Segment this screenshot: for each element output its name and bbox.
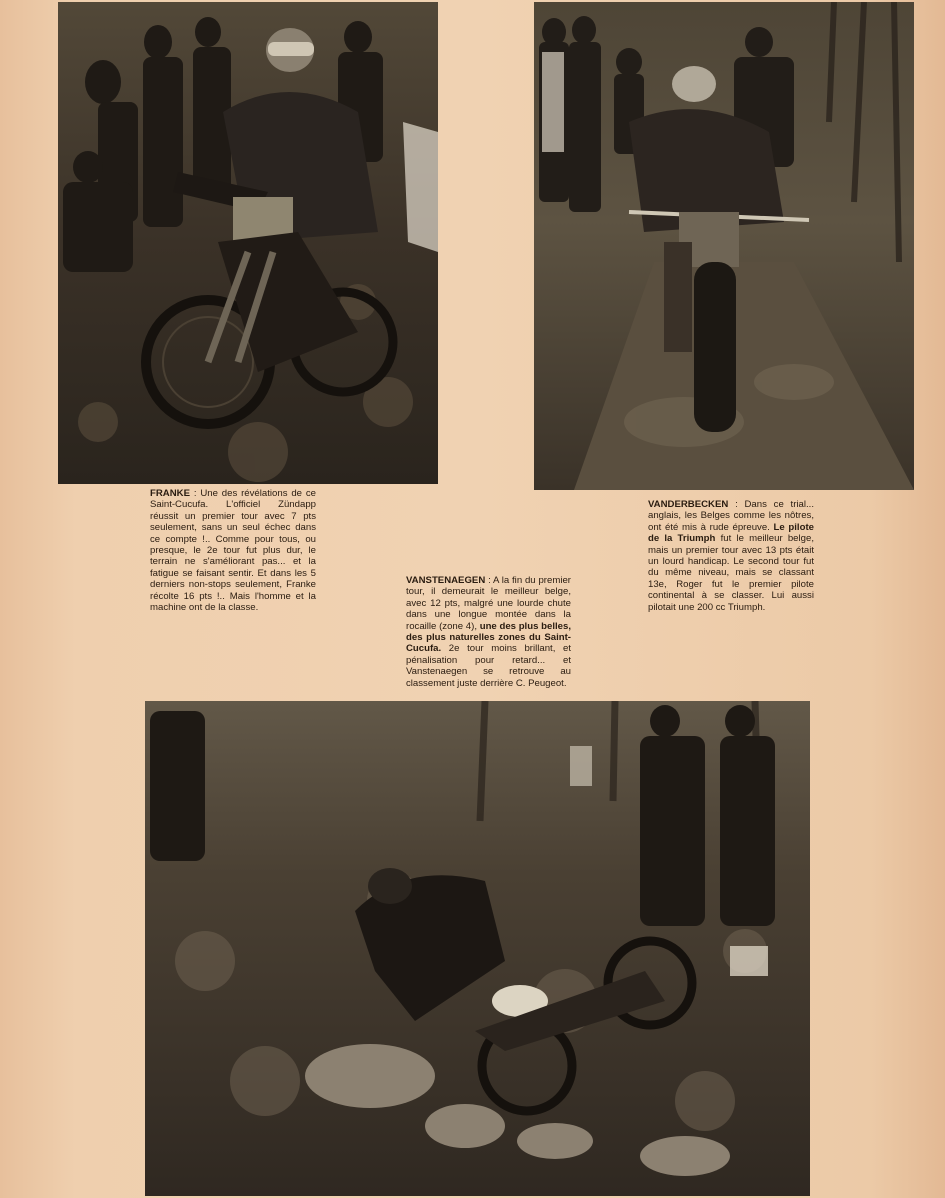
caption-vanderbecken [648,499,814,613]
caption-vanstenaegen-name: VANSTENAEGEN [406,575,486,586]
caption-vanstenaegen-text-bold: une des plus belles, des plus naturelles zones du Saint-Cucufa. [406,620,571,655]
photo-franke-rider [58,2,438,484]
caption-franke-text: : Une des révélations de ce Saint-Cucufa. L'officiel Zündapp réussit un premier tour avec 7 pts seulement, sans un seul échec dans ce compte !.. Comme pour tous, ou presque, le 2e tour fut plus dur, le terrain ne s'améliorant pas... et la fatigue se faisant sentir. Et dans les 5 derniers non-stops seulement, Franke récolte 16 pts !.. Mais l'homme et la machine ont de la classe. [150,488,316,614]
caption-vanderbecken-text-bold: Le pilote de la Triumph [648,521,814,545]
caption-vanstenaegen [406,575,571,689]
caption-vanderbecken-name: VANDERBECKEN [648,499,729,510]
photo-vanderbecken-rider [534,2,914,490]
caption-vanstenaegen-text-2: 2e tour moins brillant, et pénalisation pour retard... et Vanstenaegen se retrouve au classement juste derrière C. Peugeot. [406,643,571,689]
photo-vanstenaegen-fall [145,701,810,1196]
caption-franke-name: FRANKE [150,488,190,499]
caption-vanstenaegen-text-1: : A la fin du premier tour, il demeurait le meilleur belge, avec 12 pts, malgré une lourde chute dans une longue montée dans la rocaille (zone 4), [406,575,571,632]
caption-vanderbecken-text-1: : Dans ce trial... anglais, les Belges comme les nôtres, ont été mis à rude épreuve. [648,499,814,533]
caption-franke [150,488,316,613]
caption-vanderbecken-text-2: fut le meilleur belge, mais un premier tour avec 13 pts était un lourd handicap. Le second tour fut du même niveau, mais se classant 13e, Roger fut le premier pilote continental à se classer. Lui aussi pilotait une 200 cc Triumph. [648,533,814,613]
